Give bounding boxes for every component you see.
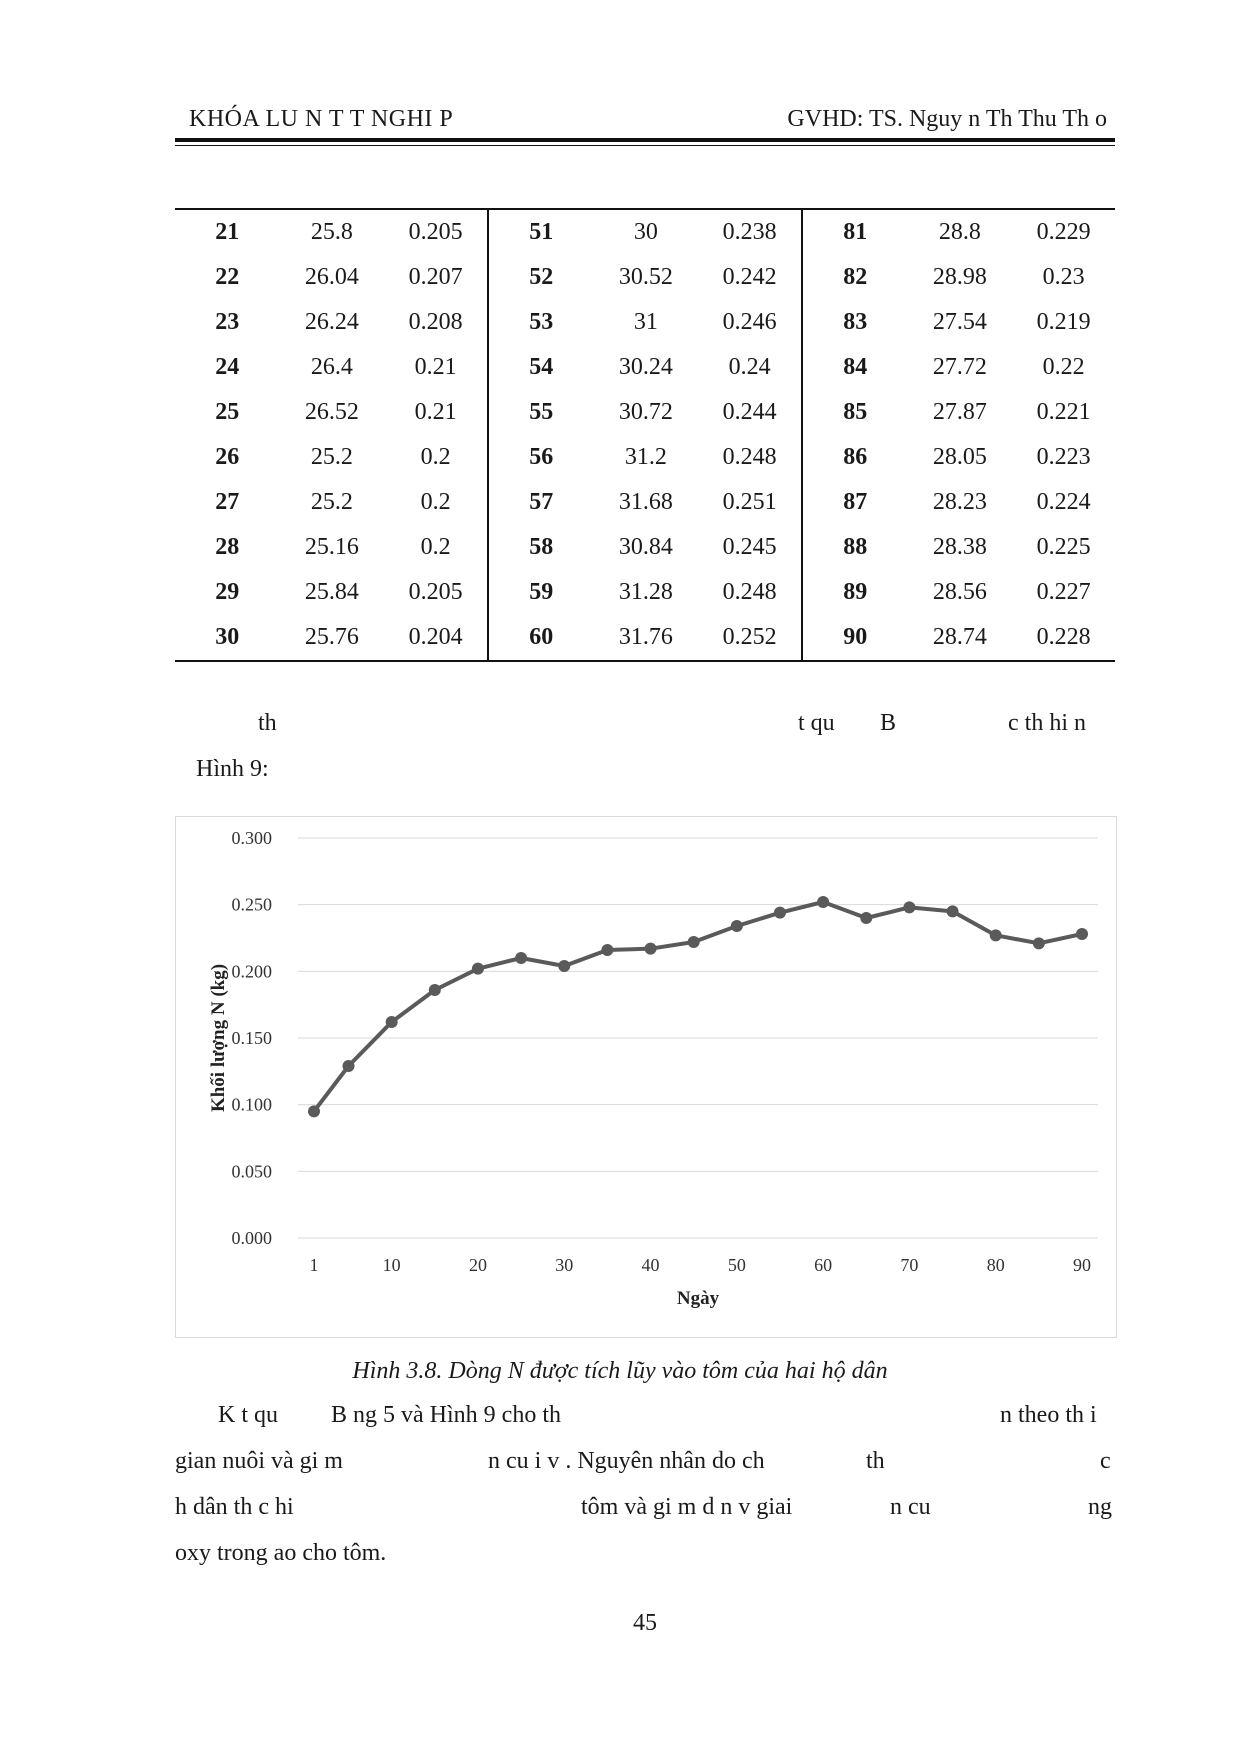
table-cell-day: 28 (215, 534, 240, 560)
table-cell-n: 0.208 (384, 300, 488, 345)
data-point (558, 960, 570, 972)
data-point (688, 936, 700, 948)
table-cell-value: 27.72 (932, 354, 987, 380)
table-cell-day: 60 (529, 624, 554, 650)
y-tick-label: 0.250 (231, 894, 272, 915)
table-cell-value: 25.16 (304, 534, 359, 560)
body-text: h dân th c hi (175, 1494, 294, 1520)
table-cell-day: 51 (529, 219, 554, 245)
table-cell-n: 0.246 (698, 300, 802, 345)
y-tick-label: 0.200 (231, 961, 272, 982)
body-text: gian nuôi và gi m (175, 1448, 343, 1474)
table-cell-value: 31.76 (618, 624, 673, 650)
table-cell-day: 88 (843, 534, 868, 560)
table-cell-value: 31.2 (624, 444, 667, 470)
figure-chart (175, 816, 1117, 1338)
table-cell-n: 0.242 (698, 255, 802, 300)
intro-text-4: c th hi n (1008, 710, 1086, 736)
x-tick-label: 70 (900, 1255, 919, 1275)
table-row (175, 345, 1115, 390)
table-cell-value: 27.87 (932, 399, 987, 425)
table-cell-n: 0.23 (1042, 264, 1085, 290)
table-row (175, 255, 1115, 300)
table-cell-day: 57 (529, 489, 554, 515)
table-cell-value: 25.76 (304, 624, 359, 650)
table-row (175, 390, 1115, 435)
data-point (731, 920, 743, 932)
table-cell-day: 29 (215, 579, 240, 605)
table-cell-day: 21 (215, 219, 240, 245)
table-cell-n: 0.224 (1036, 489, 1091, 515)
table-cell-n: 0.244 (698, 390, 802, 435)
y-tick-label: 0.050 (231, 1161, 272, 1182)
table-cell-n: 0.248 (698, 570, 802, 615)
x-tick-label: 50 (727, 1255, 746, 1275)
table-cell-day: 53 (529, 309, 554, 335)
table-cell-n: 0.229 (1036, 219, 1091, 245)
table-cell-n: 0.227 (1036, 579, 1091, 605)
header-rule-thin (175, 145, 1115, 146)
header-advisor: GVHD: TS. Nguy n Th Thu Th o (787, 106, 1107, 132)
body-text: ng (1088, 1494, 1112, 1520)
table-cell-n: 0.205 (384, 570, 488, 615)
table-cell-value: 30.72 (618, 399, 673, 425)
data-table (175, 208, 1115, 662)
y-tick-label: 0.000 (231, 1228, 272, 1248)
data-point (1076, 928, 1088, 940)
table-cell-value: 30.84 (618, 534, 673, 560)
table-cell-value: 26.24 (304, 309, 359, 335)
table-row (175, 570, 1115, 615)
data-point (601, 944, 613, 956)
table-cell-day: 54 (529, 354, 554, 380)
table-row (175, 525, 1115, 570)
table-cell-value: 25.84 (304, 579, 359, 605)
table-cell-day: 23 (215, 309, 240, 335)
table-cell-value: 25.2 (310, 489, 353, 515)
table-cell-n: 0.204 (384, 615, 488, 661)
body-text: tôm và gi m d n v giai (581, 1494, 793, 1520)
data-point (515, 952, 527, 964)
table-cell-value: 27.54 (932, 309, 987, 335)
table-cell-n: 0.22 (1042, 354, 1085, 380)
table-row (175, 209, 1115, 255)
data-point (947, 905, 959, 917)
x-tick-label: 20 (468, 1255, 487, 1275)
line-chart (176, 817, 1116, 1337)
table-cell-value: 26.52 (304, 399, 359, 425)
table-cell-day: 24 (215, 354, 240, 380)
table-cell-n: 0.2 (384, 525, 488, 570)
table-cell-value: 28.56 (932, 579, 987, 605)
data-point (472, 963, 484, 975)
table-cell-value: 28.8 (938, 219, 981, 245)
data-point (774, 907, 786, 919)
table-cell-day: 81 (843, 219, 868, 245)
table-cell-day: 84 (843, 354, 868, 380)
page-header (175, 106, 1115, 136)
table-cell-day: 25 (215, 399, 240, 425)
x-tick-label: 90 (1073, 1255, 1091, 1275)
intro-text-2: t qu (798, 710, 835, 736)
figure-caption: Hình 3.8. Dòng N được tích lũy vào tôm của hai hộ dân (352, 1358, 888, 1384)
table-cell-n: 0.225 (1036, 534, 1091, 560)
data-point (860, 912, 872, 924)
table-cell-n: 0.245 (698, 525, 802, 570)
header-title: KHÓA LU N T T NGHI P (189, 106, 454, 132)
series-line (314, 902, 1082, 1111)
table-cell-day: 30 (215, 624, 240, 650)
data-point (429, 984, 441, 996)
body-text: K t qu (218, 1402, 278, 1428)
table-cell-value: 25.8 (310, 219, 353, 245)
body-text: th (866, 1448, 885, 1474)
x-tick-label: 10 (382, 1255, 401, 1275)
body-text: n cu (890, 1494, 931, 1520)
table-cell-day: 87 (843, 489, 868, 515)
y-tick-label: 0.300 (231, 828, 272, 848)
table-cell-value: 26.4 (310, 354, 353, 380)
table-cell-value: 28.23 (932, 489, 987, 515)
table-cell-day: 85 (843, 399, 868, 425)
x-tick-label: 60 (814, 1255, 833, 1275)
x-tick-label: 1 (309, 1255, 319, 1275)
table-cell-n: 0.21 (384, 390, 488, 435)
table-cell-value: 31.68 (618, 489, 673, 515)
x-tick-label: 80 (986, 1255, 1005, 1275)
x-tick-label: 40 (641, 1255, 660, 1275)
x-tick-label: 30 (555, 1255, 574, 1275)
data-point (1033, 937, 1045, 949)
table-cell-n: 0.228 (1036, 624, 1091, 650)
table-cell-day: 27 (215, 489, 240, 515)
intro-text-1: th (258, 710, 277, 736)
table-cell-value: 30.24 (618, 354, 673, 380)
table-row (175, 480, 1115, 525)
y-tick-label: 0.150 (231, 1028, 272, 1048)
table-cell-value: 31.28 (618, 579, 673, 605)
body-text: c (1100, 1448, 1111, 1474)
data-point (817, 896, 829, 908)
table-cell-value: 26.04 (304, 264, 359, 290)
table-cell-value: 28.05 (932, 444, 987, 470)
table-row (175, 615, 1115, 661)
y-axis-label: Khối lượng N (kg) (208, 963, 229, 1113)
intro-text-3: B (880, 710, 897, 736)
table-cell-n: 0.24 (698, 345, 802, 390)
data-point (386, 1016, 398, 1028)
table-cell-day: 89 (843, 579, 868, 605)
table-cell-day: 55 (529, 399, 554, 425)
table-cell-value: 28.98 (932, 264, 987, 290)
table-cell-n: 0.251 (698, 480, 802, 525)
data-point (903, 901, 915, 913)
table-cell-day: 22 (215, 264, 240, 290)
table-cell-value: 30.52 (618, 264, 673, 290)
body-text: oxy trong ao cho tôm. (175, 1540, 387, 1566)
data-point (308, 1105, 320, 1117)
table-cell-n: 0.238 (698, 209, 802, 255)
x-axis-label: Ngày (676, 1288, 720, 1309)
table-cell-n: 0.205 (384, 209, 488, 255)
header-rule-thick (175, 138, 1115, 142)
table-row (175, 300, 1115, 345)
table-cell-value: 25.2 (310, 444, 353, 470)
table-cell-n: 0.2 (384, 480, 488, 525)
data-point (343, 1060, 355, 1072)
y-tick-label: 0.100 (231, 1094, 272, 1115)
table-cell-n: 0.221 (1036, 399, 1091, 425)
data-point (645, 943, 657, 955)
table-row (175, 435, 1115, 480)
table-cell-n: 0.2 (384, 435, 488, 480)
table-cell-day: 59 (529, 579, 554, 605)
table-cell-n: 0.21 (384, 345, 488, 390)
table-cell-value: 28.74 (932, 624, 987, 650)
table-cell-value: 28.38 (932, 534, 987, 560)
table-cell-value: 30 (633, 219, 658, 245)
table-cell-n: 0.248 (698, 435, 802, 480)
body-text: B ng 5 và Hình 9 cho th (331, 1402, 561, 1428)
table-cell-day: 56 (529, 444, 554, 470)
table-cell-day: 58 (529, 534, 554, 560)
table-cell-n: 0.207 (384, 255, 488, 300)
table-cell-day: 26 (215, 444, 240, 470)
page-number: 45 (633, 1610, 657, 1636)
body-text: n cu i v . Nguyên nhân do ch (488, 1448, 765, 1474)
table-cell-day: 90 (843, 624, 868, 650)
body-text: n theo th i (1000, 1402, 1097, 1428)
table-cell-day: 83 (843, 309, 868, 335)
table-cell-n: 0.252 (698, 615, 802, 661)
table-cell-value: 31 (633, 309, 658, 335)
table-cell-day: 86 (843, 444, 868, 470)
table-cell-day: 82 (843, 264, 868, 290)
table-cell-n: 0.219 (1036, 309, 1091, 335)
intro-text-5: Hình 9: (196, 756, 269, 782)
table-cell-n: 0.223 (1036, 444, 1091, 470)
data-point (990, 929, 1002, 941)
table-cell-day: 52 (529, 264, 554, 290)
